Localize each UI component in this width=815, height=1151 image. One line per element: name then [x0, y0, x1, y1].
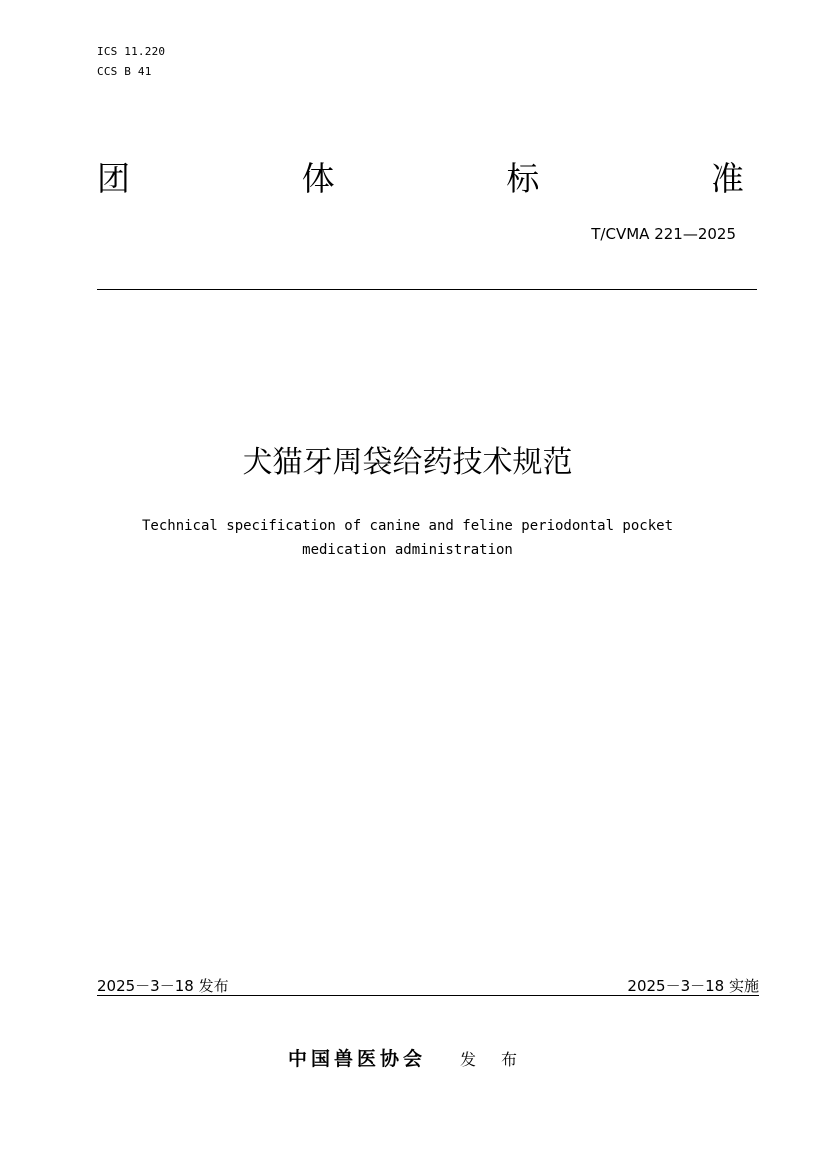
- standard-type-char: 标: [506, 159, 540, 198]
- standard-number: T/CVMA 221—2025: [591, 225, 736, 243]
- implementation-date: 2025－3－18 实施: [627, 977, 759, 995]
- issue-date: 2025－3－18 发布: [97, 977, 229, 995]
- date-row: [97, 975, 759, 997]
- standard-type-char: 团: [97, 159, 130, 198]
- standard-type-char: 体: [301, 159, 335, 198]
- ics-code: ICS 11.220: [97, 45, 166, 58]
- english-title-line: medication administration: [302, 542, 513, 558]
- standard-type-char: 准: [710, 159, 744, 198]
- standard-type-heading: [97, 154, 744, 204]
- header-divider: [97, 289, 757, 290]
- document-title-english: [97, 514, 718, 562]
- footer-divider: [97, 995, 759, 996]
- english-title-line: Technical specification of canine and feline periodontal pocket: [141, 518, 673, 534]
- publisher-org: 中国兽医协会: [287, 1048, 426, 1070]
- classification-codes: [97, 42, 165, 82]
- publisher-line: [0, 1044, 815, 1075]
- ccs-code: CCS B 41: [97, 65, 152, 78]
- document-title-chinese: 犬猫牙周袋给药技术规范: [242, 445, 573, 480]
- publish-label: 发 布: [459, 1050, 528, 1069]
